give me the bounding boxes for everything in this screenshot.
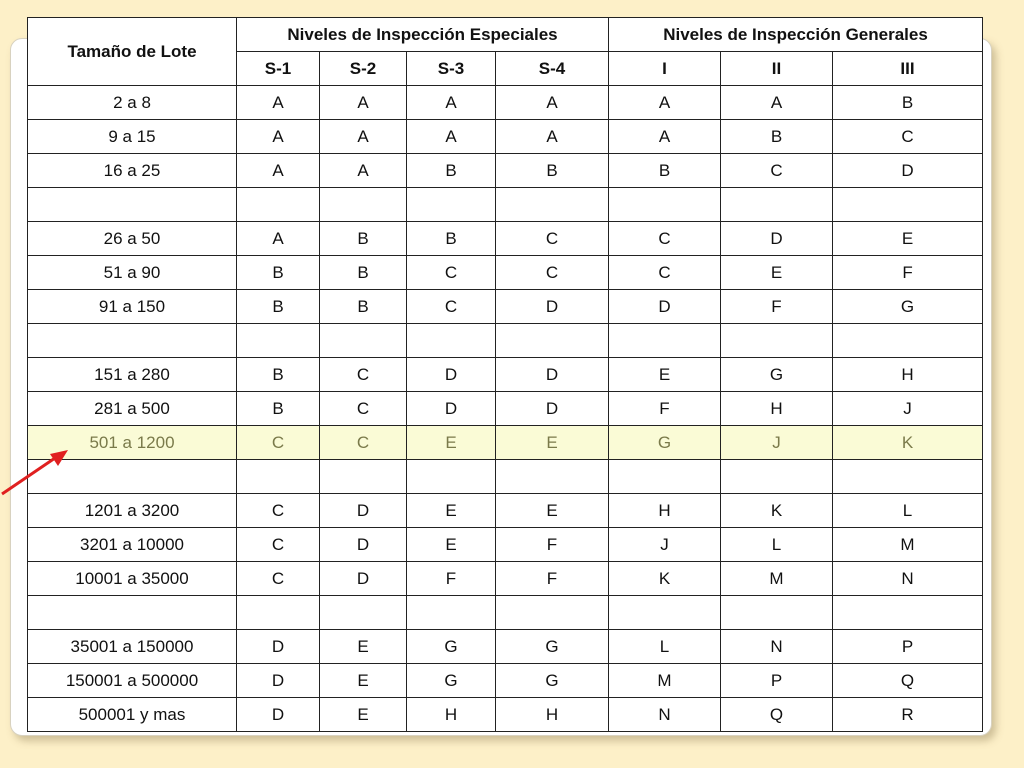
code-letter-cell: A bbox=[320, 154, 407, 188]
table-row bbox=[28, 154, 983, 188]
code-letter-cell: B bbox=[237, 358, 320, 392]
code-letter-cell: G bbox=[833, 290, 983, 324]
code-letter-cell bbox=[721, 460, 833, 494]
code-letter-cell: P bbox=[721, 664, 833, 698]
col-header-s2: S-2 bbox=[320, 52, 407, 86]
code-letter-cell: A bbox=[237, 86, 320, 120]
code-letter-cell bbox=[496, 460, 609, 494]
code-letter-cell: J bbox=[609, 528, 721, 562]
red-arrow-icon bbox=[0, 446, 80, 506]
inspection-table-container bbox=[27, 17, 983, 732]
code-letter-cell bbox=[407, 324, 496, 358]
code-letter-cell: A bbox=[609, 86, 721, 120]
lot-size-cell: 16 a 25 bbox=[28, 154, 237, 188]
code-letter-cell: F bbox=[496, 528, 609, 562]
general-levels-header: Niveles de Inspección Generales bbox=[609, 18, 983, 52]
code-letter-cell: R bbox=[833, 698, 983, 732]
code-letter-cell bbox=[609, 324, 721, 358]
lot-size-cell: 3201 a 10000 bbox=[28, 528, 237, 562]
col-header-i: I bbox=[609, 52, 721, 86]
code-letter-cell: E bbox=[320, 630, 407, 664]
col-header-s4: S-4 bbox=[496, 52, 609, 86]
code-letter-cell: Q bbox=[721, 698, 833, 732]
code-letter-cell: D bbox=[237, 630, 320, 664]
table-row bbox=[28, 426, 983, 460]
code-letter-cell: C bbox=[496, 222, 609, 256]
code-letter-cell: C bbox=[496, 256, 609, 290]
code-letter-cell: N bbox=[833, 562, 983, 596]
lot-size-cell bbox=[28, 324, 237, 358]
code-letter-cell: D bbox=[320, 528, 407, 562]
code-letter-cell: A bbox=[237, 120, 320, 154]
code-letter-cell: C bbox=[407, 256, 496, 290]
code-letter-cell: F bbox=[407, 562, 496, 596]
code-letter-cell: C bbox=[721, 154, 833, 188]
code-letter-cell bbox=[407, 596, 496, 630]
code-letter-cell: A bbox=[609, 120, 721, 154]
code-letter-cell: G bbox=[609, 426, 721, 460]
code-letter-cell: D bbox=[833, 154, 983, 188]
code-letter-cell: L bbox=[609, 630, 721, 664]
code-letter-cell: G bbox=[496, 664, 609, 698]
code-letter-cell: B bbox=[407, 222, 496, 256]
code-letter-cell: E bbox=[721, 256, 833, 290]
table-row bbox=[28, 494, 983, 528]
code-letter-cell: N bbox=[721, 630, 833, 664]
code-letter-cell: H bbox=[407, 698, 496, 732]
lot-size-cell: 26 a 50 bbox=[28, 222, 237, 256]
code-letter-cell: B bbox=[237, 392, 320, 426]
code-letter-cell: M bbox=[609, 664, 721, 698]
lot-size-cell: 500001 y mas bbox=[28, 698, 237, 732]
code-letter-cell: A bbox=[320, 120, 407, 154]
code-letter-cell: D bbox=[496, 358, 609, 392]
code-letter-cell: C bbox=[237, 494, 320, 528]
table-row bbox=[28, 188, 983, 222]
code-letter-cell: B bbox=[237, 256, 320, 290]
code-letter-cell: D bbox=[320, 494, 407, 528]
lot-size-cell: 150001 a 500000 bbox=[28, 664, 237, 698]
col-header-s1: S-1 bbox=[237, 52, 320, 86]
code-letter-cell: K bbox=[833, 426, 983, 460]
table-row bbox=[28, 222, 983, 256]
code-letter-cell: H bbox=[721, 392, 833, 426]
code-letter-cell: B bbox=[609, 154, 721, 188]
code-letter-cell: B bbox=[833, 86, 983, 120]
col-header-iii: III bbox=[833, 52, 983, 86]
col-header-s3: S-3 bbox=[407, 52, 496, 86]
table-row bbox=[28, 630, 983, 664]
code-letter-cell: A bbox=[407, 120, 496, 154]
code-letter-cell: F bbox=[833, 256, 983, 290]
code-letter-cell: E bbox=[407, 528, 496, 562]
lot-size-cell bbox=[28, 596, 237, 630]
code-letter-cell: H bbox=[496, 698, 609, 732]
code-letter-cell bbox=[833, 596, 983, 630]
code-letter-cell: A bbox=[237, 222, 320, 256]
code-letter-cell: E bbox=[609, 358, 721, 392]
code-letter-cell: C bbox=[320, 426, 407, 460]
code-letter-cell: E bbox=[407, 494, 496, 528]
lot-size-cell: 501 a 1200 bbox=[28, 426, 237, 460]
code-letter-cell: J bbox=[833, 392, 983, 426]
code-letter-cell: N bbox=[609, 698, 721, 732]
code-letter-cell bbox=[320, 460, 407, 494]
code-letter-cell: C bbox=[237, 426, 320, 460]
code-letter-cell bbox=[496, 596, 609, 630]
code-letter-cell: D bbox=[496, 290, 609, 324]
lot-size-header: Tamaño de Lote bbox=[28, 18, 237, 86]
table-row bbox=[28, 120, 983, 154]
code-letter-cell: G bbox=[407, 630, 496, 664]
code-letter-cell: E bbox=[320, 698, 407, 732]
code-letter-cell: B bbox=[320, 290, 407, 324]
lot-size-cell: 1201 a 3200 bbox=[28, 494, 237, 528]
code-letter-cell: B bbox=[320, 222, 407, 256]
code-letter-cell: C bbox=[407, 290, 496, 324]
code-letter-cell bbox=[609, 596, 721, 630]
table-row bbox=[28, 562, 983, 596]
code-letter-cell: D bbox=[721, 222, 833, 256]
code-letter-cell bbox=[496, 324, 609, 358]
special-levels-header: Niveles de Inspección Especiales bbox=[237, 18, 609, 52]
table-row bbox=[28, 392, 983, 426]
code-letter-cell: A bbox=[320, 86, 407, 120]
code-letter-cell: B bbox=[237, 290, 320, 324]
table-body bbox=[28, 86, 983, 732]
code-letter-cell: E bbox=[496, 494, 609, 528]
code-letter-cell bbox=[496, 188, 609, 222]
code-letter-cell: K bbox=[609, 562, 721, 596]
code-letter-cell: L bbox=[833, 494, 983, 528]
code-letter-cell: B bbox=[320, 256, 407, 290]
code-letter-cell bbox=[237, 188, 320, 222]
table-row bbox=[28, 324, 983, 358]
code-letter-cell: D bbox=[237, 664, 320, 698]
code-letter-cell: C bbox=[320, 392, 407, 426]
code-letter-cell: F bbox=[721, 290, 833, 324]
code-letter-cell: M bbox=[833, 528, 983, 562]
code-letter-cell bbox=[320, 188, 407, 222]
code-letter-cell: E bbox=[320, 664, 407, 698]
code-letter-cell: M bbox=[721, 562, 833, 596]
code-letter-cell bbox=[237, 324, 320, 358]
code-letter-cell: A bbox=[496, 86, 609, 120]
code-letter-cell bbox=[833, 324, 983, 358]
table-row bbox=[28, 596, 983, 630]
lot-size-cell: 10001 a 35000 bbox=[28, 562, 237, 596]
code-letter-cell: A bbox=[496, 120, 609, 154]
code-letter-cell: Q bbox=[833, 664, 983, 698]
table-row bbox=[28, 460, 983, 494]
lot-size-cell: 2 a 8 bbox=[28, 86, 237, 120]
code-letter-cell: B bbox=[496, 154, 609, 188]
code-letter-cell: F bbox=[609, 392, 721, 426]
code-letter-cell: D bbox=[407, 392, 496, 426]
code-letter-cell: J bbox=[721, 426, 833, 460]
code-letter-cell: E bbox=[833, 222, 983, 256]
table-row bbox=[28, 698, 983, 732]
code-letter-cell bbox=[609, 188, 721, 222]
code-letter-cell: D bbox=[237, 698, 320, 732]
lot-size-cell: 9 a 15 bbox=[28, 120, 237, 154]
lot-size-cell: 281 a 500 bbox=[28, 392, 237, 426]
table-row bbox=[28, 528, 983, 562]
code-letter-cell: D bbox=[496, 392, 609, 426]
code-letter-cell: C bbox=[833, 120, 983, 154]
lot-size-cell: 151 a 280 bbox=[28, 358, 237, 392]
table-row bbox=[28, 256, 983, 290]
code-letter-cell: B bbox=[407, 154, 496, 188]
code-letter-cell: A bbox=[721, 86, 833, 120]
code-letter-cell: A bbox=[407, 86, 496, 120]
lot-size-cell: 91 a 150 bbox=[28, 290, 237, 324]
code-letter-cell: C bbox=[237, 562, 320, 596]
code-letter-cell bbox=[721, 596, 833, 630]
code-letter-cell bbox=[721, 188, 833, 222]
table-row bbox=[28, 664, 983, 698]
code-letter-cell bbox=[407, 188, 496, 222]
table-row bbox=[28, 358, 983, 392]
code-letter-cell: P bbox=[833, 630, 983, 664]
code-letter-cell: C bbox=[237, 528, 320, 562]
lot-size-cell: 51 a 90 bbox=[28, 256, 237, 290]
code-letter-cell: B bbox=[721, 120, 833, 154]
code-letter-cell bbox=[609, 460, 721, 494]
code-letter-cell bbox=[237, 596, 320, 630]
col-header-ii: II bbox=[721, 52, 833, 86]
lot-size-cell bbox=[28, 188, 237, 222]
code-letter-cell bbox=[237, 460, 320, 494]
code-letter-cell: C bbox=[320, 358, 407, 392]
code-letter-cell: D bbox=[320, 562, 407, 596]
table-row bbox=[28, 86, 983, 120]
code-letter-cell: H bbox=[833, 358, 983, 392]
table-row bbox=[28, 290, 983, 324]
code-letter-cell: A bbox=[237, 154, 320, 188]
code-letter-cell: K bbox=[721, 494, 833, 528]
code-letter-cell: G bbox=[496, 630, 609, 664]
lot-size-cell: 35001 a 150000 bbox=[28, 630, 237, 664]
code-letter-cell bbox=[721, 324, 833, 358]
code-letter-cell: C bbox=[609, 256, 721, 290]
code-letter-cell bbox=[320, 596, 407, 630]
code-letter-cell bbox=[833, 460, 983, 494]
code-letter-cell: D bbox=[407, 358, 496, 392]
code-letter-cell: G bbox=[407, 664, 496, 698]
code-letter-cell: C bbox=[609, 222, 721, 256]
code-letter-cell: G bbox=[721, 358, 833, 392]
inspection-levels-table bbox=[27, 17, 983, 732]
code-letter-cell bbox=[833, 188, 983, 222]
code-letter-cell: E bbox=[496, 426, 609, 460]
code-letter-cell: L bbox=[721, 528, 833, 562]
code-letter-cell: E bbox=[407, 426, 496, 460]
code-letter-cell: H bbox=[609, 494, 721, 528]
code-letter-cell bbox=[407, 460, 496, 494]
code-letter-cell bbox=[320, 324, 407, 358]
code-letter-cell: F bbox=[496, 562, 609, 596]
code-letter-cell: D bbox=[609, 290, 721, 324]
